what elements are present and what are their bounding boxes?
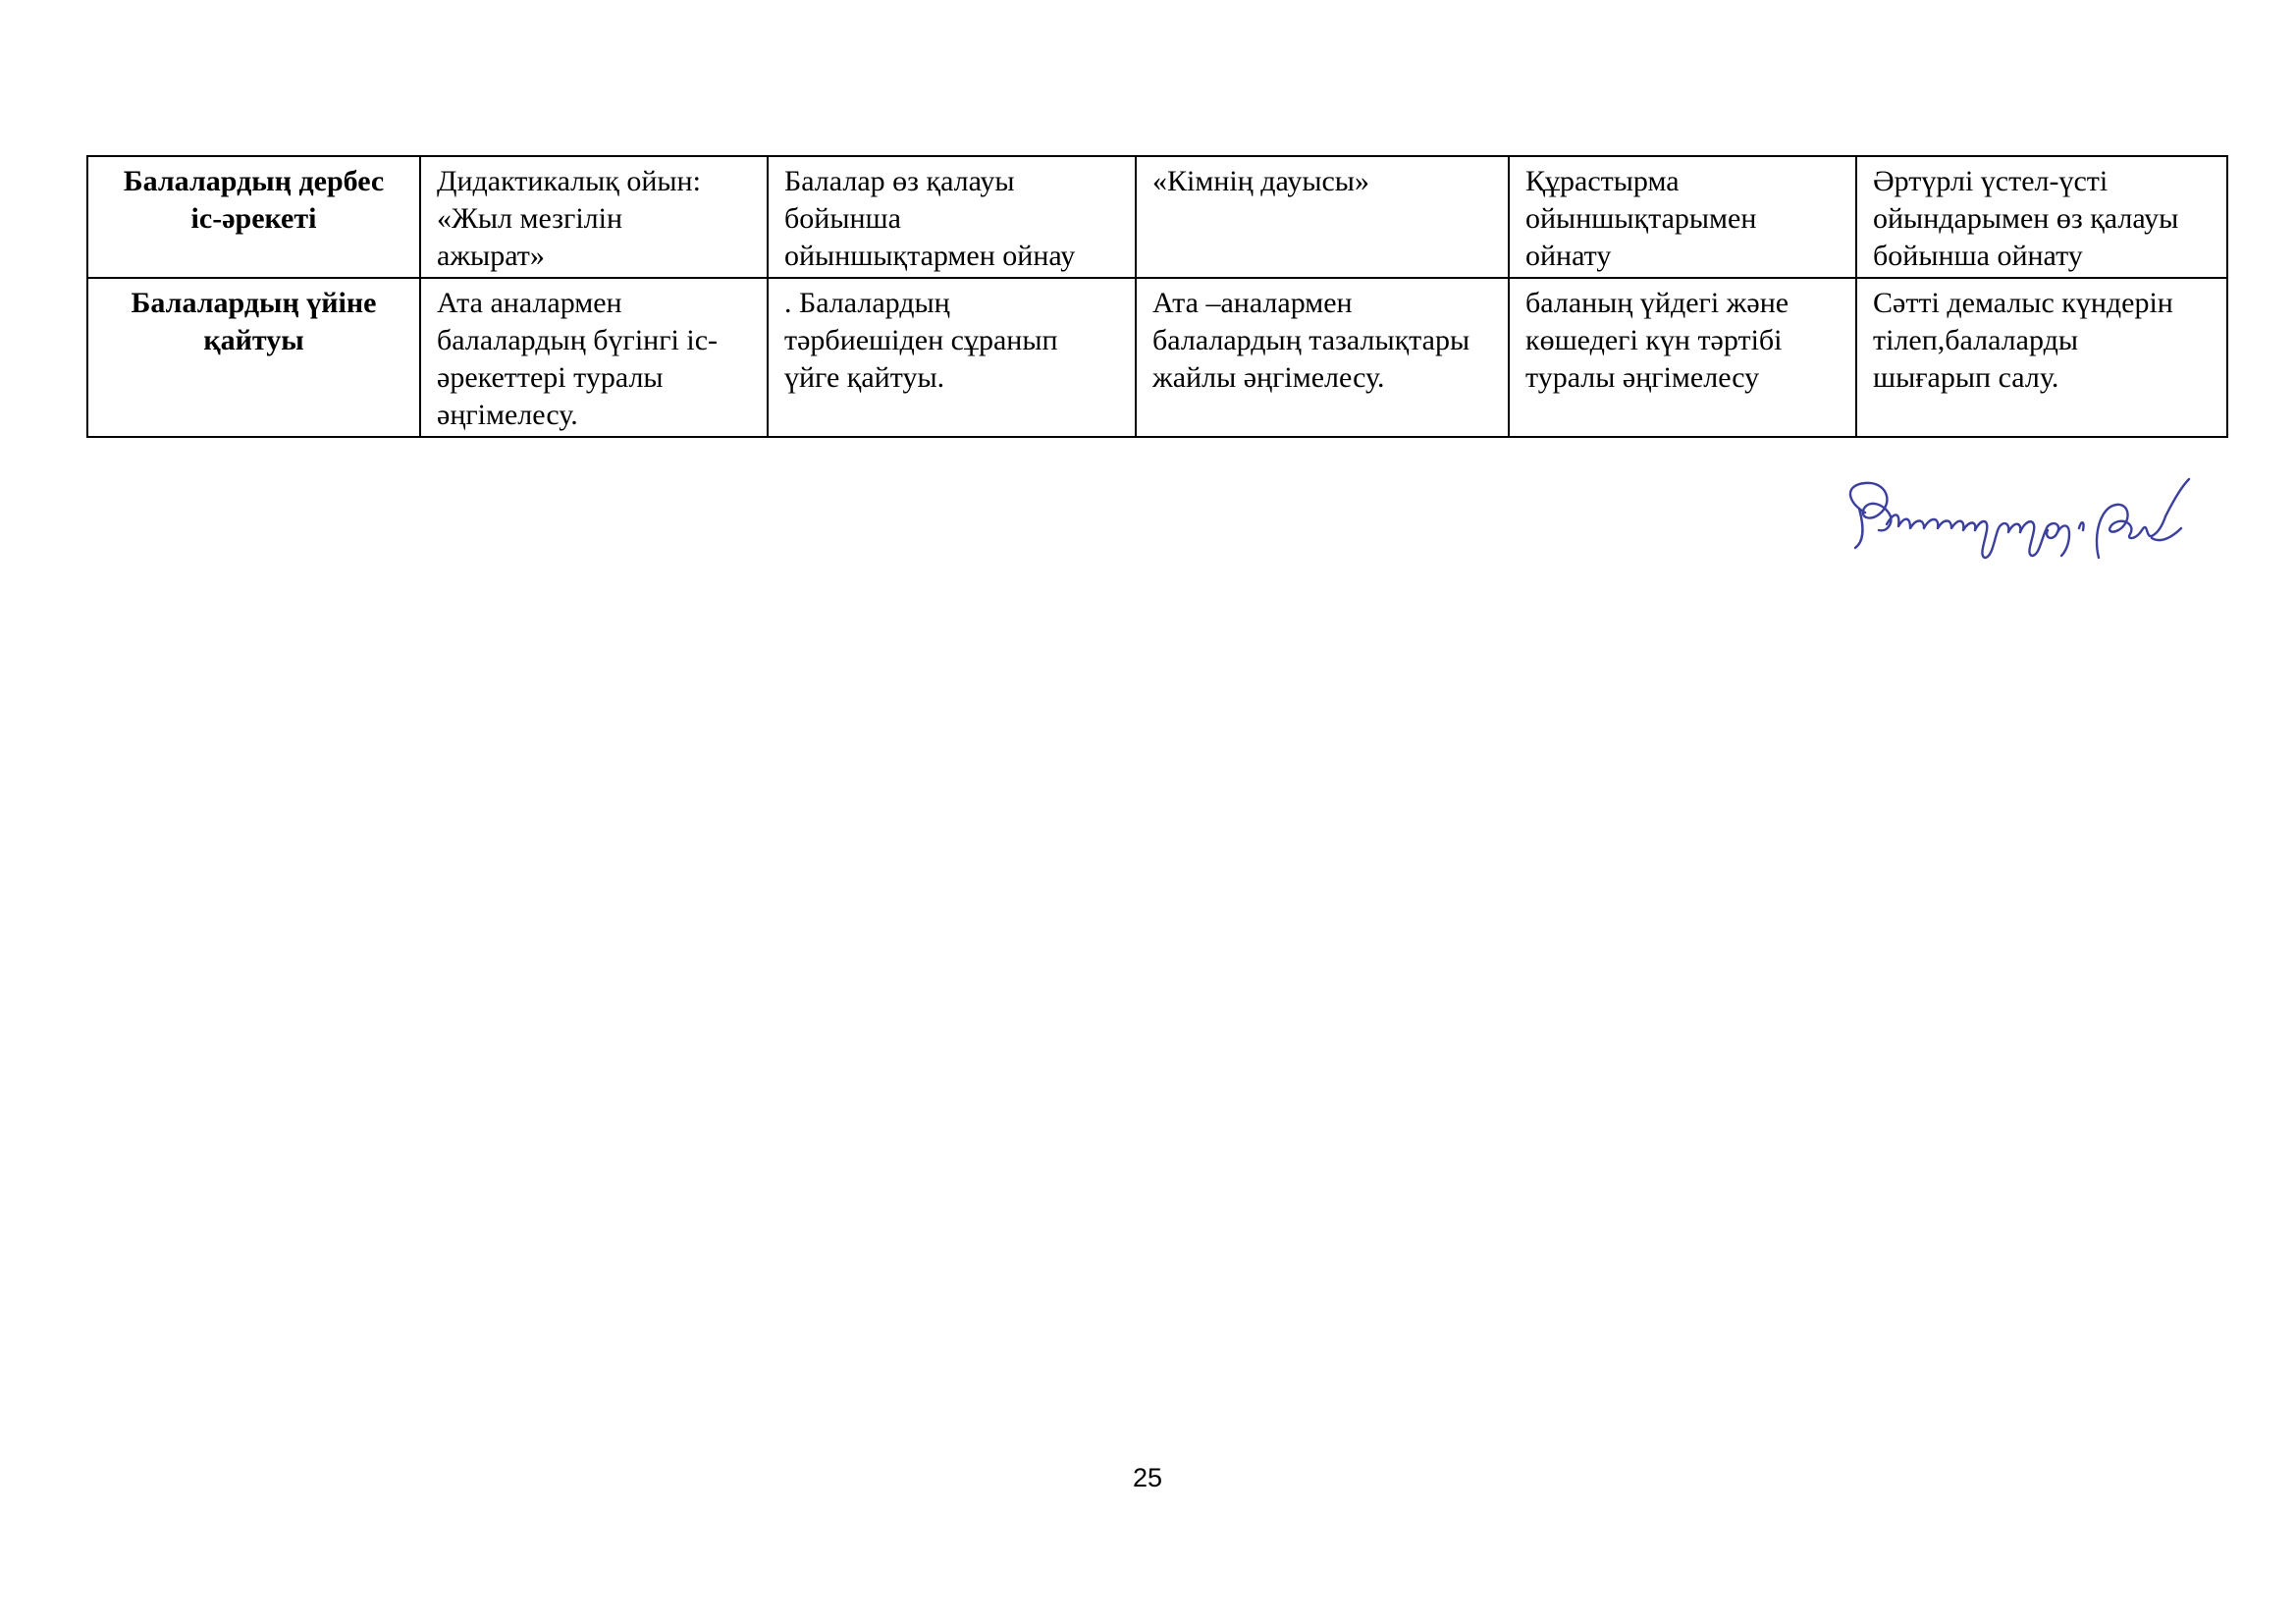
page-number: 25 — [1132, 1463, 1163, 1492]
table-cell: Ата аналармен балалардың бүгінгі іс- әрекеттері туралы әңгімелесу. — [420, 278, 768, 437]
table-cell: «Кімнің дауысы» — [1136, 156, 1509, 278]
table-cell: . Балалардың тәрбиешіден сұранып үйге қайтуы. — [768, 278, 1136, 437]
table-cell: Әртүрлі үстел-үсті ойындарымен өз қалауы бойынша ойнату — [1856, 156, 2227, 278]
table-cell: Құрастырма ойыншықтарымен ойнату — [1509, 156, 1856, 278]
table-cell: Ата –аналармен балалардың тазалықтары жайлы әңгімелесу. — [1136, 278, 1509, 437]
table-row — [87, 278, 2227, 437]
handwritten-signature — [1836, 473, 2209, 581]
table-cell: Балалар өз қалауы бойынша ойыншықтармен ойнау — [768, 156, 1136, 278]
table-cell: Дидактикалық ойын: «Жыл мезгілін ажырат» — [420, 156, 768, 278]
table-row — [87, 156, 2227, 278]
table-cell: баланың үйдегі және көшедегі күн тәртібі туралы әңгімелесу — [1509, 278, 1856, 437]
daily-plan-table — [86, 155, 2228, 438]
row-header-going-home: Балалардың үйіне қайтуы — [87, 278, 420, 437]
table-cell: Сәтті демалыс күндерін тілеп,балаларды шығарып салу. — [1856, 278, 2227, 437]
row-header-independent-activity: Балалардың дербес іс-әрекеті — [87, 156, 420, 278]
